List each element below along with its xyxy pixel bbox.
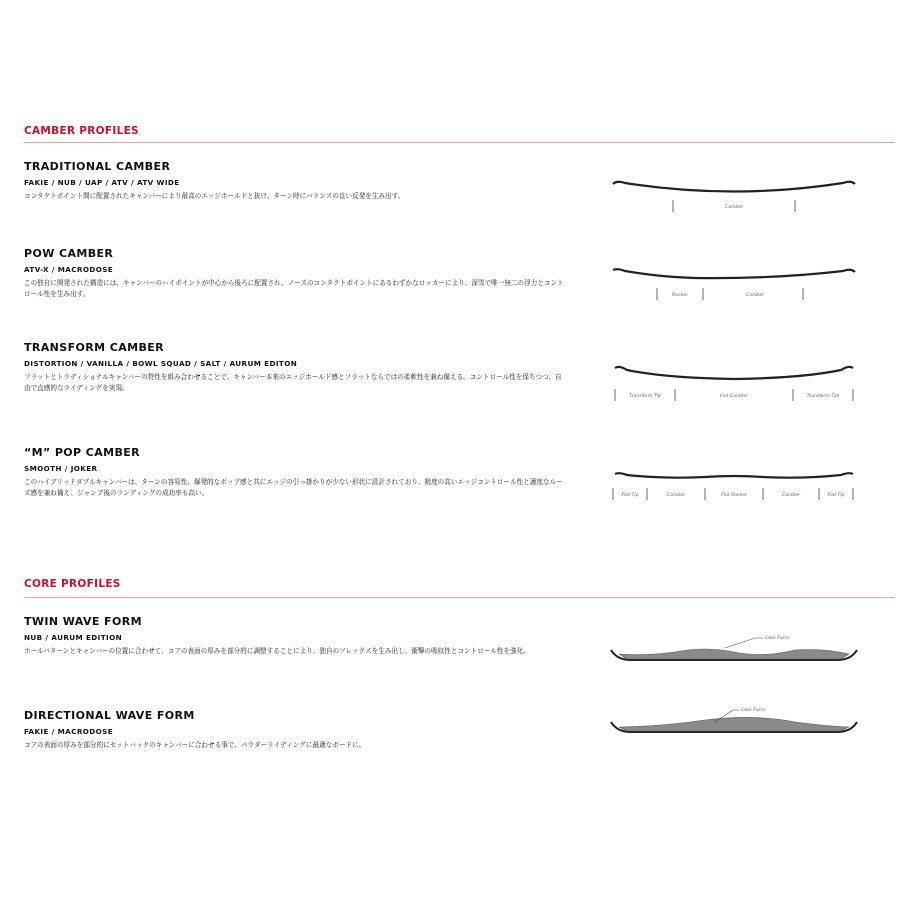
profile-pow-camber	[24, 247, 584, 300]
profile-description: フラットとトラディショナルキャンバーの特性を組み合わせることで、キャンバー本来のエッジホールド感とフラットならではの柔軟性を兼ね備える。コントロール性を保ちつつ、自由で直感的なライディングを実現。	[24, 373, 562, 392]
diagram-label-flat-rocker: Flat Rocker	[721, 493, 747, 498]
profile-title: POW CAMBER	[24, 247, 114, 260]
profile-directional-wave-form	[24, 709, 584, 751]
profile-models: DISTORTION / VANILLA / BOWL SQUAD / SALT / AURUM EDITON	[24, 359, 298, 368]
diagram-label-transform-tip: Transform Tip	[629, 394, 661, 399]
diagram-label-camber: Camber	[745, 293, 765, 298]
diagram-label-core-form: Core Form	[741, 708, 766, 713]
profile-title: TRANSFORM CAMBER	[24, 341, 165, 354]
diagram-label-flat-camber: Flat Camber	[719, 394, 749, 399]
profile-transform-camber	[24, 341, 584, 394]
diagram-label-flat-tip: Flat Tip	[621, 493, 639, 498]
diagram-label-camber: Camber	[666, 493, 686, 498]
pow-camber-diagram	[605, 260, 863, 316]
diagram-label-camber: Camber	[724, 205, 744, 210]
profile-traditional-camber	[24, 160, 584, 202]
profile-title: “M” POP CAMBER	[24, 446, 141, 459]
profile-description: コンタクトポイント間に配置されたキャンバーにより最高のエッジホールドと抜け、ターン時にバランスの良い反発を生み出す。	[24, 192, 405, 200]
profile-models: SMOOTH / JOKER	[24, 464, 98, 473]
profile-description: コアの表面の厚みを部分的にセットバックのキャンバーに合わせる事で、パウダーライディングに最適なボードに。	[24, 741, 366, 749]
core-section-divider	[24, 597, 895, 598]
m-pop-camber-diagram	[605, 456, 863, 512]
transform-camber-diagram	[605, 356, 863, 412]
core-profiles-heading: CORE PROFILES	[24, 578, 121, 590]
camber-profiles-heading: CAMBER PROFILES	[24, 125, 139, 137]
twin-wave-form-diagram	[605, 628, 863, 684]
profile-description: このハイブリッドダブルキャンバーは、ターンの容易性、爆発的なポップ感と共にエッジの引っ掛かりが少ない形状に設計されており、精度の高いエッジコントロール性と適度なルーズ感を兼ね備え、ジャンプ後のランディングの成功率も高い。	[24, 478, 563, 497]
profile-models: NUB / AURUM EDITION	[24, 633, 123, 642]
profile-title: TWIN WAVE FORM	[24, 615, 142, 628]
diagram-label-rocker: Rocker	[672, 293, 688, 298]
directional-wave-form-diagram	[605, 700, 863, 756]
profile-twin-wave-form	[24, 615, 584, 657]
profile-description: ホールパターンとキャンバーの位置に合わせて、コアの表面の厚みを部分的に調整することにより、独自のフレックスを生み出し、衝撃の吸収性とコントロール性を強化。	[24, 647, 530, 655]
profile-title: TRADITIONAL CAMBER	[24, 160, 171, 173]
traditional-camber-diagram	[605, 170, 863, 226]
profile-models: ATV-X / MACRODOSE	[24, 265, 114, 274]
diagram-label-transform-tail: Transform Tail	[806, 394, 840, 399]
camber-section-divider	[24, 142, 895, 143]
profile-models: FAKIE / MACRODOSE	[24, 727, 114, 736]
diagram-label-core-form: Core Form	[765, 636, 790, 641]
profile-m-pop-camber	[24, 446, 584, 499]
profile-description: この独自に開発された構造には、キャンバーのハイポイントが中心から後ろに配置され、ノーズのコンタクトポイントにあるわずかなロッカーにより、深雪で唯一無二の浮力とコントロール性を生み出す。	[24, 279, 564, 298]
profile-models: FAKIE / NUB / UAP / ATV / ATV WIDE	[24, 178, 180, 187]
diagram-label-camber: Camber	[781, 493, 801, 498]
profile-title: DIRECTIONAL WAVE FORM	[24, 709, 195, 722]
diagram-label-flat-tip: Flat Tip	[827, 493, 845, 498]
